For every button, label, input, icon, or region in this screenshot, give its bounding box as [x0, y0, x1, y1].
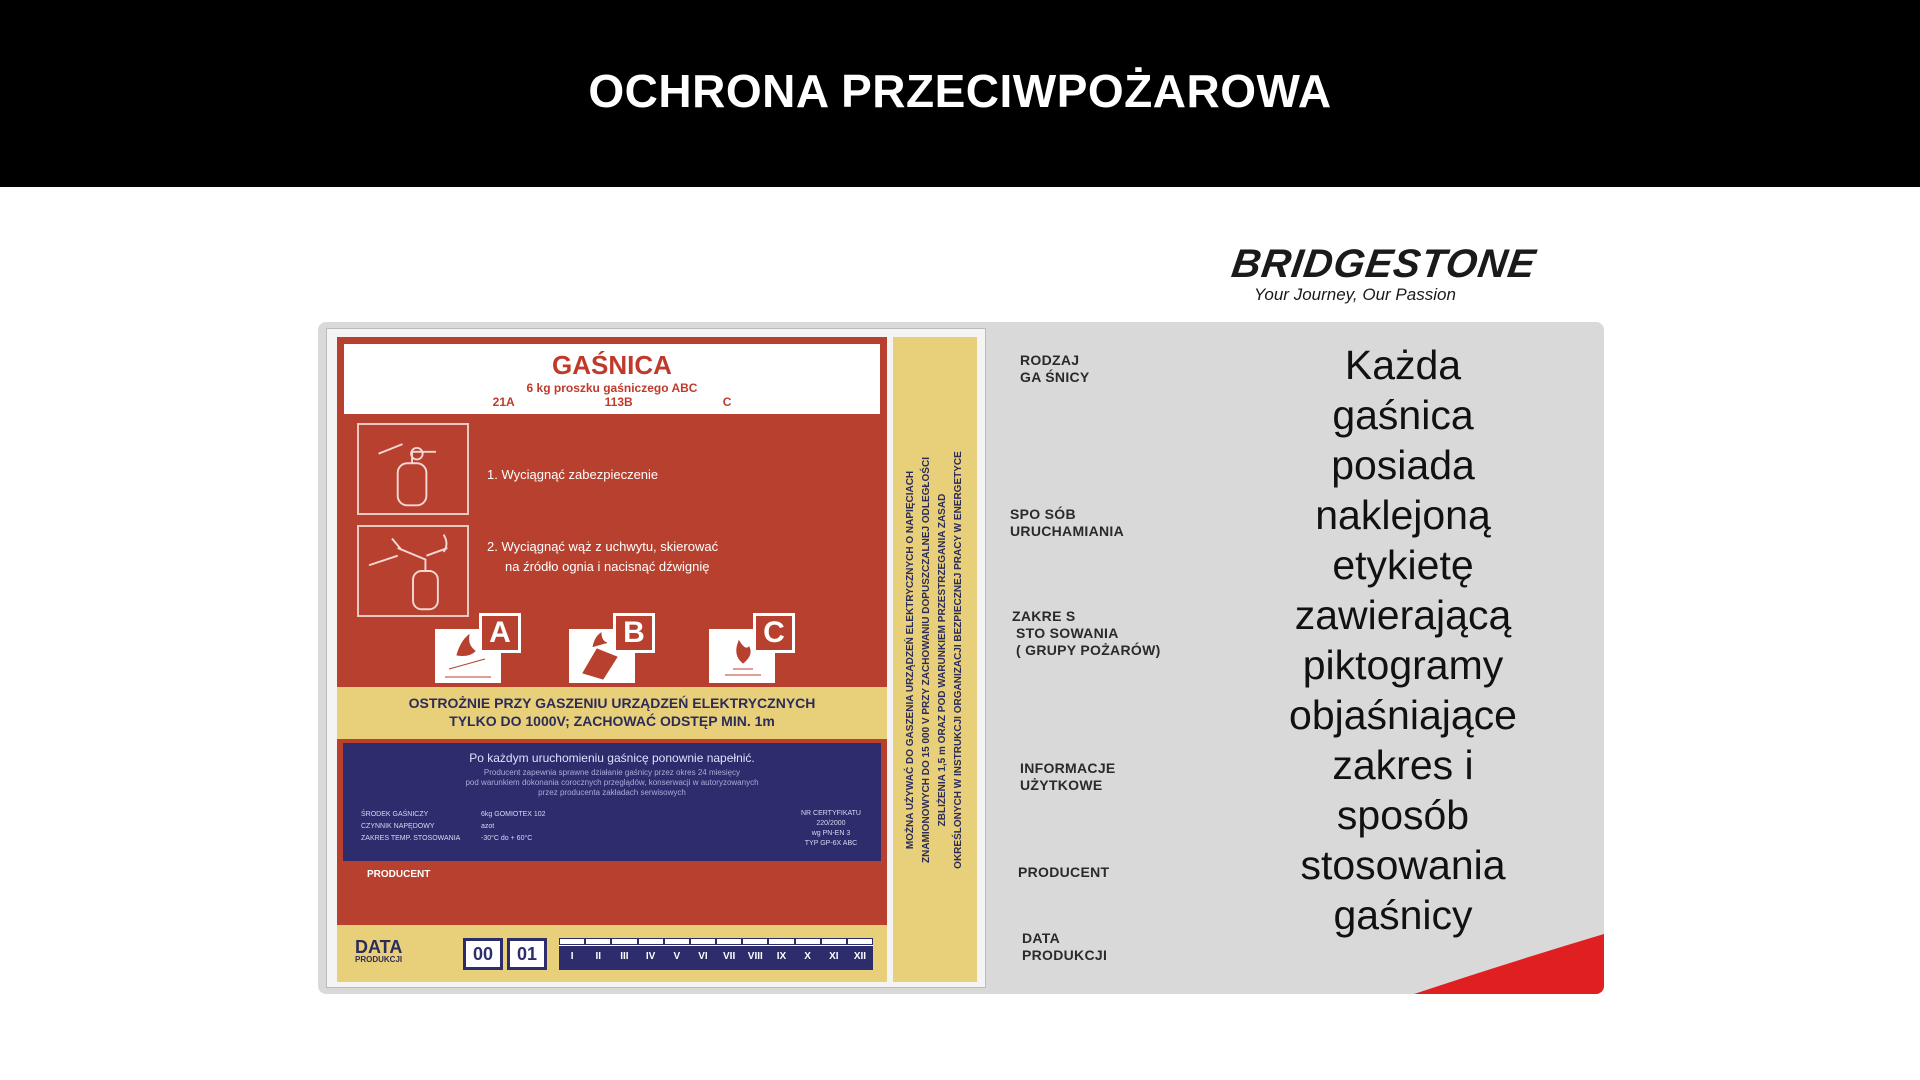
side-label-info: INFORMACJE UŻYTKOWE	[1020, 760, 1116, 793]
warning-line-2: TYLKO DO 1000V; ZACHOWAĆ ODSTĘP MIN. 1m	[449, 713, 775, 729]
description-line: zawierającą	[1294, 592, 1512, 638]
month-grid	[559, 938, 873, 970]
production-date-bar	[337, 925, 887, 982]
description-line: sposób	[1336, 792, 1470, 838]
description-line: posiada	[1331, 442, 1475, 488]
extinguisher-label-panel	[318, 322, 1604, 994]
step-1-text: 1. Wyciągnąć zabezpieczenie	[487, 467, 659, 482]
warranty-text: Producent zapewnia sprawne działanie gaśnicy przez okres 24 miesięcy pod warunkiem dokonania corocznych przeglądów, konserwacji w autoryzowanych przez producenta zakładach serwisowych	[465, 768, 759, 797]
side-label-producer: PRODUCENT	[1018, 864, 1110, 880]
spec-table	[361, 809, 546, 845]
bridgestone-logo	[1228, 242, 1582, 312]
description-line: gaśnicy	[1333, 892, 1473, 938]
description-line: Każda	[1344, 342, 1462, 388]
warning-line-1: OSTROŻNIE PRZY GASZENIU URZĄDZEŃ ELEKTRYCZNYCH	[408, 695, 816, 711]
vertical-warning-text: MOŻNA UŻYWAĆ DO GASZENIA URZĄDZEŃ ELEKTRYCZNYCH O NAPIĘCIACH ZNAMIONOWYCH DO 15 000 V PRZY ZACHOWANIU DOPUSZCZALNEJ ODLEGŁOŚCI ZBLIŻENIA 1,5 m ORAZ POD WARUNKIEM PRZESTRZEGANIA ZASAD OKREŚLONYCH W INSTRUKCJI ORGANIZACJI BEZPIECZNEJ PRACY W ENERGETYCE	[905, 450, 964, 869]
description-line: objaśniające	[1289, 692, 1517, 738]
spec-row: ŚRODEK GAŚNICZY 6kg GOMIOTEX 102	[361, 811, 546, 818]
info-blue-section	[343, 743, 881, 861]
description-text	[1238, 340, 1568, 940]
description-line: piktogramy	[1302, 642, 1504, 688]
label-title-box	[343, 343, 881, 415]
certificate-info: NR CERTYFIKATU 220/2000 wg PN-EN 3 TYP GP-6X ABC	[800, 810, 861, 847]
extinguisher-label-image	[326, 328, 986, 988]
spec-row: ZAKRES TEMP. STOSOWANIA -30°C do + 60°C	[361, 835, 533, 842]
step-2-line-1: 2. Wyciągnąć wąż z uchwytu, skierować	[487, 539, 719, 554]
refill-notice: Po każdym uruchomieniu gaśnicę ponownie napełnić.	[469, 751, 755, 765]
vertical-warning-strip	[893, 337, 977, 982]
logo-tagline: Your Journey, Our Passion	[1254, 285, 1456, 304]
fire-class-c-icon: C	[709, 613, 795, 683]
step-2-text	[487, 537, 718, 577]
side-label-operation: SPO SÓB URUCHAMIANIA	[1010, 506, 1125, 539]
label-ratings	[344, 395, 880, 409]
page-title: OCHRONA PRZECIWPOŻAROWA	[588, 65, 1332, 117]
electrical-warning	[337, 687, 887, 739]
label-subtitle: 6 kg proszku gaśniczego ABC	[526, 381, 698, 395]
header-bar	[0, 0, 1920, 187]
date-label: DATA PRODUKCJI	[355, 937, 403, 964]
date-month-box: 01	[507, 938, 547, 970]
description-line: zakres i	[1332, 742, 1474, 788]
label-red-area	[337, 337, 887, 982]
description-line: stosowania	[1300, 842, 1506, 888]
side-label-scope: ZAKRE S STO SOWANIA ( GRUPY POŻARÓW)	[1012, 608, 1161, 658]
spec-row: CZYNNIK NAPĘDOWY azot	[361, 823, 495, 830]
description-line: etykietę	[1332, 542, 1474, 588]
aim-hose-pictogram-icon	[357, 525, 469, 617]
fire-class-a-icon: A	[435, 613, 521, 683]
red-stripe-decoration	[1414, 934, 1604, 994]
label-title: GAŚNICA	[552, 350, 672, 380]
side-label-date: DATA PRODUKCJI	[1022, 930, 1108, 963]
rating-a: 21A	[492, 395, 515, 409]
step-2-line-2: na źródło ognia i nacisnąć dźwignię	[505, 559, 710, 574]
side-label-type: RODZAJ GA ŚNICY	[1020, 352, 1090, 385]
rating-b: 113B	[604, 395, 633, 409]
logo-brand: BRIDGESTONE	[1228, 242, 1539, 286]
pull-pin-pictogram-icon	[357, 423, 469, 515]
rating-c: C	[722, 395, 732, 409]
label-producent: PRODUCENT	[367, 869, 431, 880]
fire-class-b-icon: B	[569, 613, 655, 683]
description-line: gaśnica	[1332, 392, 1474, 438]
date-year-box: 00	[463, 938, 503, 970]
description-line: naklejoną	[1315, 492, 1491, 538]
month-labels: I II III IV V VI VII VIII IX X XI XII	[570, 951, 867, 962]
